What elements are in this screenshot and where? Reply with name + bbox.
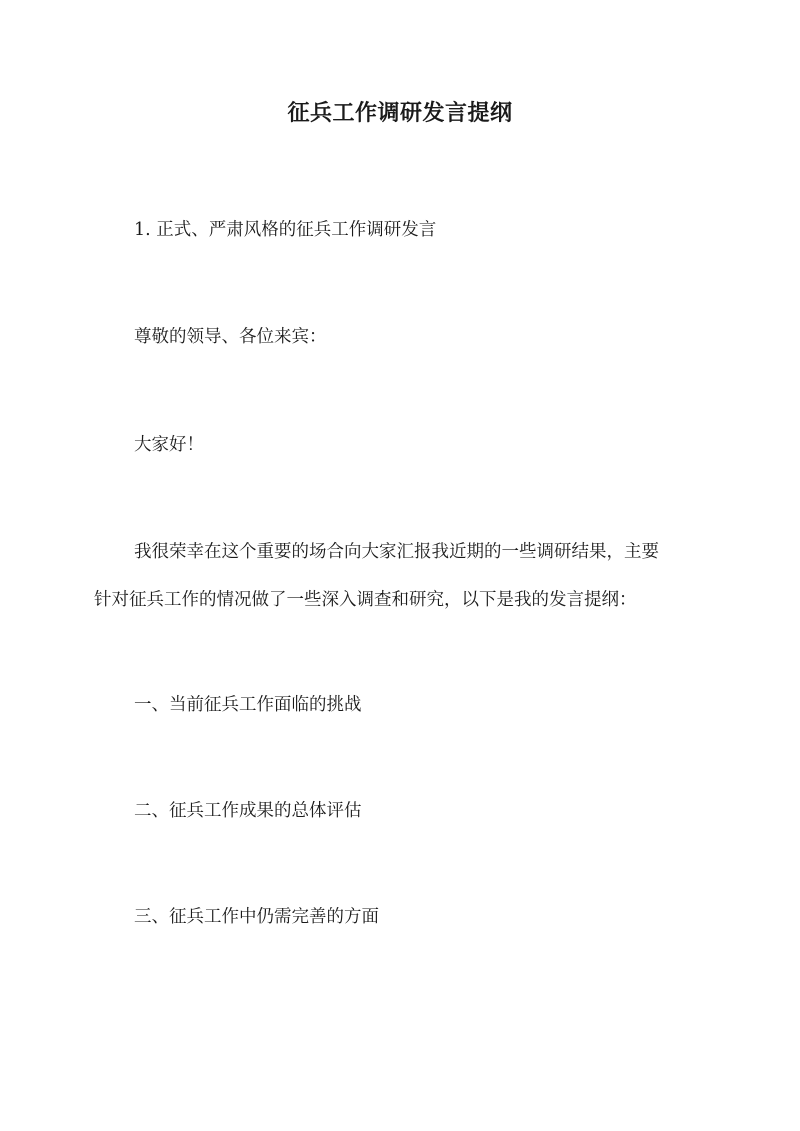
paragraph-salutation: 尊敬的领导、各位来宾： xyxy=(134,327,327,347)
outline-item-3: 三、征兵工作中仍需完善的方面 xyxy=(134,907,379,927)
paragraph-intro-line-2: 针对征兵工作的情况做了一些深入调查和研究，以下是我的发言提纲： xyxy=(94,590,637,610)
paragraph-intro-line-1: 我很荣幸在这个重要的场合向大家汇报我近期的一些调研结果，主要 xyxy=(134,542,659,562)
outline-item-2: 二、征兵工作成果的总体评估 xyxy=(134,801,362,821)
document-title: 征兵工作调研发言提纲 xyxy=(287,100,513,126)
paragraph-greeting: 大家好！ xyxy=(134,435,204,455)
paragraph-style-heading: 1. 正式、严肃风格的征兵工作调研发言 xyxy=(134,220,437,240)
outline-item-1: 一、当前征兵工作面临的挑战 xyxy=(134,695,362,715)
